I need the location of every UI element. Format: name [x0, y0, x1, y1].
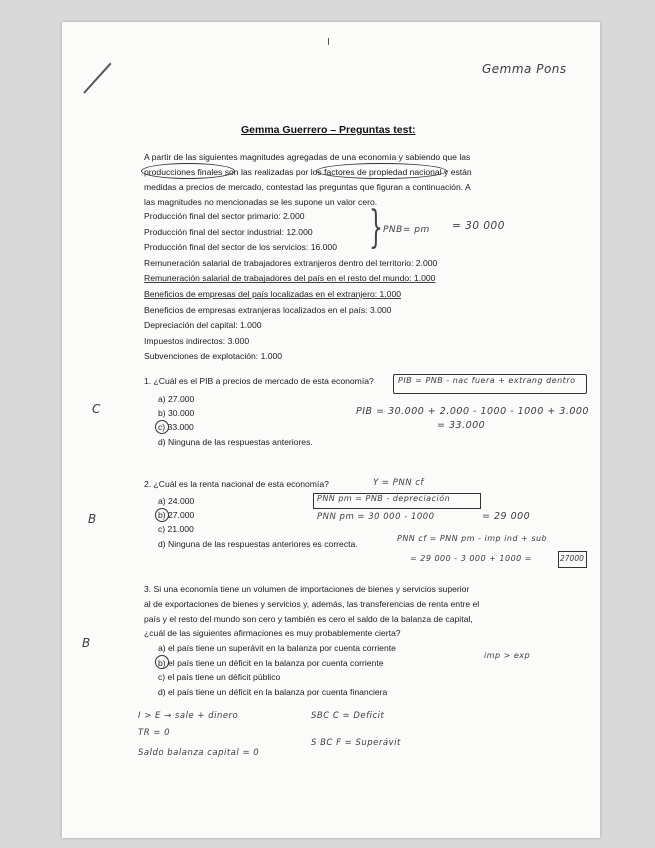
handwritten-name: Gemma Pons	[482, 62, 567, 76]
option-item[interactable]: a) 27.000	[158, 394, 195, 404]
page-title: Gemma Guerrero – Preguntas test:	[241, 124, 416, 136]
intro-line: A partir de las siguientes magnitudes agregadas de una economía y sabiendo que las	[144, 152, 471, 162]
circle-annotation	[141, 163, 235, 179]
magnitude-item	[144, 271, 437, 287]
option-item[interactable]: c) 33.000	[158, 422, 194, 433]
q2-calculation: PNN pm = 30 000 - 1000	[317, 512, 435, 522]
margin-mark: B	[82, 636, 91, 650]
bottom-note: I > E → sale + dinero	[138, 711, 239, 721]
intro-line: medidas a precios de mercado, contestad las preguntas que figuran a continuación. A	[144, 182, 471, 192]
question-1: 1. ¿Cuál es el PIB a precios de mercado de esta economía?	[144, 376, 374, 386]
question-2: 2. ¿Cuál es la renta nacional de esta economía?	[144, 479, 329, 489]
circle-annotation	[316, 163, 447, 179]
question-line: 3. Si una economía tiene un volumen de importaciones de bienes y servicios superior	[144, 584, 470, 594]
q2-cf-formula: PNN cf = PNN pm - imp ind + sub	[397, 534, 548, 543]
option-item[interactable]: b) 27.000	[158, 510, 195, 521]
q1-options	[158, 392, 313, 449]
option-item[interactable]: d) Ninguna de las respuestas anteriores.	[158, 436, 313, 447]
magnitude-item	[144, 287, 437, 303]
q1-calculation: PIB = 30.000 + 2.000 - 1000 - 1000 + 3.000	[356, 406, 589, 417]
option-item[interactable]: a) 24.000	[158, 496, 195, 506]
selected-answer-circle	[155, 420, 169, 434]
q2-calculation-result: = 29 000	[482, 511, 531, 522]
option-item[interactable]: c) el país tiene un déficit público	[158, 672, 281, 683]
bottom-note: SBC C = Deficit	[311, 711, 385, 721]
selected-answer-circle	[155, 655, 169, 669]
option-item[interactable]: a) el país tiene un superávit en la balanza por cuenta corriente	[158, 643, 396, 653]
option-item[interactable]: b) 30.000	[158, 408, 195, 419]
option-item[interactable]: d) Ninguna de las respuestas anteriores es correcta.	[158, 538, 358, 549]
magnitude-item: Remuneración salarial de trabajadores extranjeros dentro del territorio: 2.000	[144, 257, 438, 268]
magnitude-item: Producción final del sector industrial: 12.000	[144, 226, 313, 237]
pnb-note: PNB= pm	[383, 225, 430, 235]
q2-final-result: 27000	[560, 554, 584, 563]
intro-line: producciones finales son las realizadas por los factores de propiedad nacional y están	[144, 167, 472, 177]
margin-mark: B	[88, 512, 97, 526]
tick-mark	[328, 38, 329, 45]
pnb-value-note: = 30 000	[452, 220, 505, 232]
selected-answer-circle	[155, 508, 169, 522]
option-item[interactable]: c) 21.000	[158, 524, 194, 535]
q3-options	[158, 641, 396, 699]
magnitude-item: Impuestos indirectos: 3.000	[144, 335, 250, 346]
option-item[interactable]: d) el país tiene un déficit en la balanza por cuenta financiera	[158, 686, 388, 697]
bottom-note: Saldo balanza capital = 0	[138, 748, 260, 758]
q2-cf-calculation: = 29 000 - 3 000 + 1000 =	[410, 554, 533, 563]
intro-line: las magnitudes no mencionadas se les supone un valor cero.	[144, 197, 378, 207]
question-line: país y el resto del mundo son cero y también es cero el saldo de la balanza de capital,	[144, 613, 473, 624]
q1-formula: PIB = PNB - nac fuera + extrang dentro	[398, 376, 576, 385]
q2-y-note: Y = PNN cf	[373, 478, 424, 488]
question-line: ¿cuál de las siguientes afirmaciones es muy probablemente cierta?	[144, 628, 401, 639]
bottom-note: S BC F = Superávit	[311, 738, 401, 748]
q1-result: = 33.000	[437, 420, 486, 431]
magnitude-item: Producción final del sector de los servicios: 16.000	[144, 242, 337, 253]
brace-mark: }	[369, 202, 383, 253]
magnitude-item: Producción final del sector primario: 2.000	[144, 211, 305, 221]
magnitude-text: Remuneración salarial de trabajadores del país en el resto del mundo: 1.000	[144, 273, 436, 284]
q2-formula: PNN pm = PNB - depreciación	[317, 494, 451, 503]
bottom-note: TR = 0	[138, 728, 171, 738]
option-item[interactable]: b) el país tiene un déficit en la balanza por cuenta corriente	[158, 657, 384, 668]
magnitude-item: Beneficios de empresas extranjeras localizados en el país: 3.000	[144, 304, 392, 315]
question-3	[144, 582, 479, 641]
magnitude-item: Depreciación del capital: 1.000	[144, 320, 262, 331]
q3-imp-note: imp > exp	[484, 651, 531, 660]
question-line: al de exportaciones de bienes y servicios y, además, las transferencias de renta entre el	[144, 598, 480, 609]
magnitude-text: Beneficios de empresas del país localizadas en el extranjero: 1.000	[144, 288, 402, 299]
margin-mark: C	[92, 402, 101, 416]
intro-paragraph	[144, 150, 472, 210]
magnitude-item: Subvenciones de explotación: 1.000	[144, 351, 283, 362]
